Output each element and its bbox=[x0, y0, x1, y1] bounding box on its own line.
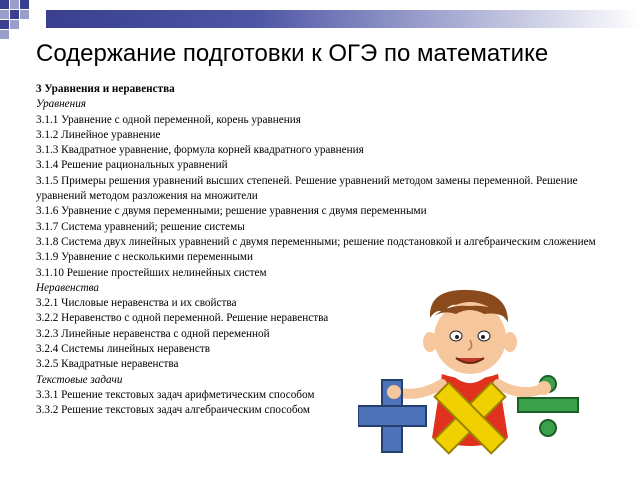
content-item: 3.2.4 Системы линейных неравенств bbox=[36, 343, 211, 356]
content-item: 3.3.2 Решение текстовых задач алгебраическим способом bbox=[36, 404, 311, 417]
title-decoration-bar bbox=[46, 10, 640, 28]
content-item: 3.2.3 Линейные неравенства с одной переменной bbox=[36, 327, 270, 340]
content-item: 3.1.1 Уравнение с одной переменной, корень уравнения bbox=[36, 113, 301, 126]
content-item: 3.1.9 Уравнение с несколькими переменными bbox=[36, 251, 253, 264]
content-item: 3.3.1 Решение текстовых задач арифметическим способом bbox=[36, 388, 315, 401]
subsection-title: Уравнения bbox=[36, 98, 86, 111]
section-heading: 3 Уравнения и неравенства bbox=[36, 83, 175, 95]
decorative-squares bbox=[0, 0, 40, 40]
content-item: 3.1.8 Система двух линейных уравнений с двумя переменными; решение подстановкой и алгебраическим сложением bbox=[36, 235, 596, 248]
content-item: 3.1.3 Квадратное уравнение, формула корней квадратного уравнения bbox=[36, 144, 364, 157]
content-item: 3.2.1 Числовые неравенства и их свойства bbox=[36, 297, 237, 310]
slide-title: Содержание подготовки к ОГЭ по математике bbox=[36, 40, 549, 67]
subsection-title: Текстовые задачи bbox=[36, 373, 123, 386]
content-item: 3.1.7 Система уравнений; решение системы bbox=[36, 220, 245, 233]
cartoon-boy-with-math-symbols-icon bbox=[358, 288, 580, 468]
content-item: 3.1.6 Уравнение с двумя переменными; решение уравнения с двумя переменными bbox=[36, 205, 427, 218]
content-item: 3.2.5 Квадратные неравенства bbox=[36, 358, 179, 371]
subsection-title: Неравенства bbox=[36, 281, 100, 294]
content-item: 3.1.4 Решение рациональных уравнений bbox=[36, 159, 228, 172]
content-item: 3.2.2 Неравенство с одной переменной. Решение неравенства bbox=[36, 312, 329, 325]
content-item: 3.1.5 Примеры решения уравнений высших степеней. Решение уравнений методом замены переменной. Решение уравнений методом разложения на множители bbox=[36, 174, 578, 203]
content-item: 3.1.10 Решение простейших нелинейных систем bbox=[36, 266, 267, 279]
content-item: 3.1.2 Линейное уравнение bbox=[36, 128, 161, 141]
